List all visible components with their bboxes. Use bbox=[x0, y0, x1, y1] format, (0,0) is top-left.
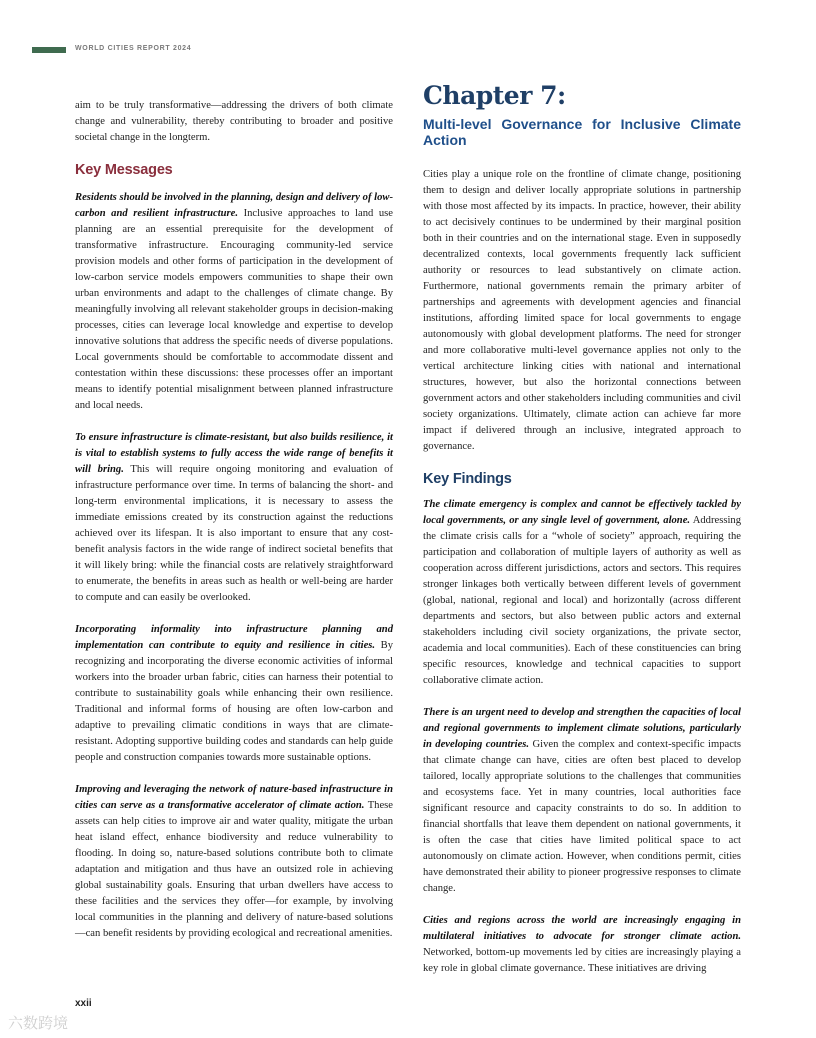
key-messages-heading: Key Messages bbox=[75, 162, 173, 178]
key-finding-body: Given the complex and context-specific impacts that climate change can have, cities are often best placed to develop tailored, locally appropriate solutions to the challenges that communities and ecosystems face. Yet in many countries, local authorities face significant resource and capacity constraints to do so. In addition to financial shortfalls that leave them dependent on national governments, it is often the case that cities have limited political space to act autonomously on climate action. However, when conditions permit, cities have demonstrated their ability to pioneer progressive responses to climate change. bbox=[423, 739, 741, 894]
watermark: 六数跨境 bbox=[8, 1014, 69, 1032]
key-message-lead: To ensure infrastructure is climate-resistant, but also builds resilience, it is vital to establish systems to fully access the wide range of benefits it will bring. bbox=[75, 432, 393, 475]
key-message-body: Inclusive approaches to land use planning are an essential prerequisite for the development of transformative infrastructure. Encouraging community-led service provision models and other forms of participation in the development of low-carbon service models empowers communities to shape their own urban environments and adapt to the challenges of climate change. By meaningfully involving all relevant stakeholder groups in decision-making processes, cities can leverage local knowledge and expertise to develop innovative solutions that address the specific needs of diverse populations. Local governments should be comfortable to accommodate dissent and contestation within these discussions: these processes offer an important means to identify potential misalignment between planned infrastructure and local needs. bbox=[75, 208, 393, 411]
running-header: WORLD CITIES REPORT 2024 bbox=[75, 45, 192, 52]
page-number: xxii bbox=[75, 998, 92, 1009]
chapter-title: Chapter 7: bbox=[423, 81, 566, 110]
key-finding-lead: The climate emergency is complex and cannot be effectively tackled by local governments, or any single level of government, alone. bbox=[423, 499, 741, 526]
key-message-paragraph bbox=[75, 430, 393, 606]
intro-paragraph: aim to be truly transformative—addressing the drivers of both climate change and vulnerability, thereby contributing to broader and positive societal change in the longterm. bbox=[75, 100, 393, 143]
key-message-body: This will require ongoing monitoring and evaluation of infrastructure performance over time. In terms of balancing the short- and long-term environmental implications, it is necessary to assess the immediate emissions created by its construction against the reductions achieved over its lifespan. It is also important to ensure that any cost-benefit analysis factors in the wide range of indirect societal benefits that it will likely bring: while the financial costs are relatively straightforward to enumerate, the benefits in areas such as health or well-being are harder to compute and can easily be overlooked. bbox=[75, 464, 393, 603]
key-finding-lead: Cities and regions across the world are increasingly engaging in multilateral initiatives to advocate for stronger climate action. bbox=[423, 915, 741, 942]
key-finding-paragraph bbox=[423, 497, 741, 689]
key-message-paragraph bbox=[75, 190, 393, 414]
key-message-lead: Improving and leveraging the network of nature-based infrastructure in cities can serve as a transformative accelerator of climate action. bbox=[75, 784, 393, 811]
key-message-lead: Residents should be involved in the planning, design and delivery of low-carbon and resilient infrastructure. bbox=[75, 192, 393, 219]
key-finding-lead: There is an urgent need to develop and strengthen the capacities of local and regional governments to implement climate solutions, particularly in developing countries. bbox=[423, 707, 741, 750]
key-finding-paragraph bbox=[423, 913, 741, 977]
key-message-body: These assets can help cities to improve air and water quality, mitigate the urban heat island effect, enhance biodiversity and reduce vulnerability to flooding. In doing so, nature-based solutions contribute both to climate adaptation and mitigation and thus have an outsized role in achieving global sustainability goals. Ensuring that urban dwellers have access to these facilities and the services they offer—for example, by involving local communities in the planning and delivery of nature-based solutions—can benefit residents by providing ecological and recreational amenities. bbox=[75, 800, 393, 939]
left-column bbox=[75, 98, 393, 958]
key-finding-body: Addressing the climate crisis calls for a “whole of society” approach, requiring the participation and collaboration of multiple layers of authority as well as cooperation across different jurisdictions, actors and sectors. This requires stronger linkages both vertically between different levels of government (global, national, regional and local) and horizontally (across different departments and sectors, but also between public actors and external stakeholders including civil society organizations, the private sector, academia and local communities). Each of these constituencies can bring specific resources, knowledge and technical capacities to support collaborative climate action. bbox=[423, 515, 741, 686]
key-message-paragraph bbox=[75, 622, 393, 766]
right-column bbox=[423, 81, 741, 993]
key-finding-paragraph bbox=[423, 705, 741, 897]
header-accent-bar bbox=[32, 47, 66, 53]
key-finding-body: Networked, bottom-up movements led by cities are increasingly playing a key role in global climate governance. These initiatives are driving bbox=[423, 947, 741, 974]
key-findings-heading: Key Findings bbox=[423, 471, 512, 487]
key-message-lead: Incorporating informality into infrastructure planning and implementation can contribute to equity and resilience in cities. bbox=[75, 624, 393, 651]
chapter-subtitle: Multi-level Governance for Inclusive Climate Action bbox=[423, 116, 741, 148]
key-message-body: By recognizing and incorporating the diverse economic activities of informal workers into the broader urban fabric, cities can harness their potential to contribute to sustainability goals while enhancing their own resilience. Traditional and informal forms of housing are often low-carbon and adaptive to prevailing climatic conditions in ways that are climate-resistant. Adopting supportive building codes and standards can help guide people and construction companies towards more sustainable options. bbox=[75, 640, 393, 763]
chapter-intro-paragraph: Cities play a unique role on the frontline of climate change, positioning them to design and deliver locally appropriate solutions in partnership with those most affected by its impacts. In practice, however, their ability to act decisively continues to be undermined by their marginal position both in their countries and on the international stage. Even in supposedly decentralized contexts, local governments frequently lack sufficient authority or resources to lead substantively on climate action. Furthermore, national governments remain the primary arbiter of partnerships and agreements with development agencies and financial institutions, affording limited space for local governments to engage autonomously with global development platforms. The need for stronger and more collaborative multi-level governance applies not only to the vertical architecture linking cities with national and international structures, however, but also the horizontal connections between government actors and other stakeholders including communities and civil society organizations. Ultimately, climate action can achieve far more impact if delivered through an inclusive, integrated approach to governance. bbox=[423, 169, 741, 452]
key-message-paragraph bbox=[75, 782, 393, 942]
